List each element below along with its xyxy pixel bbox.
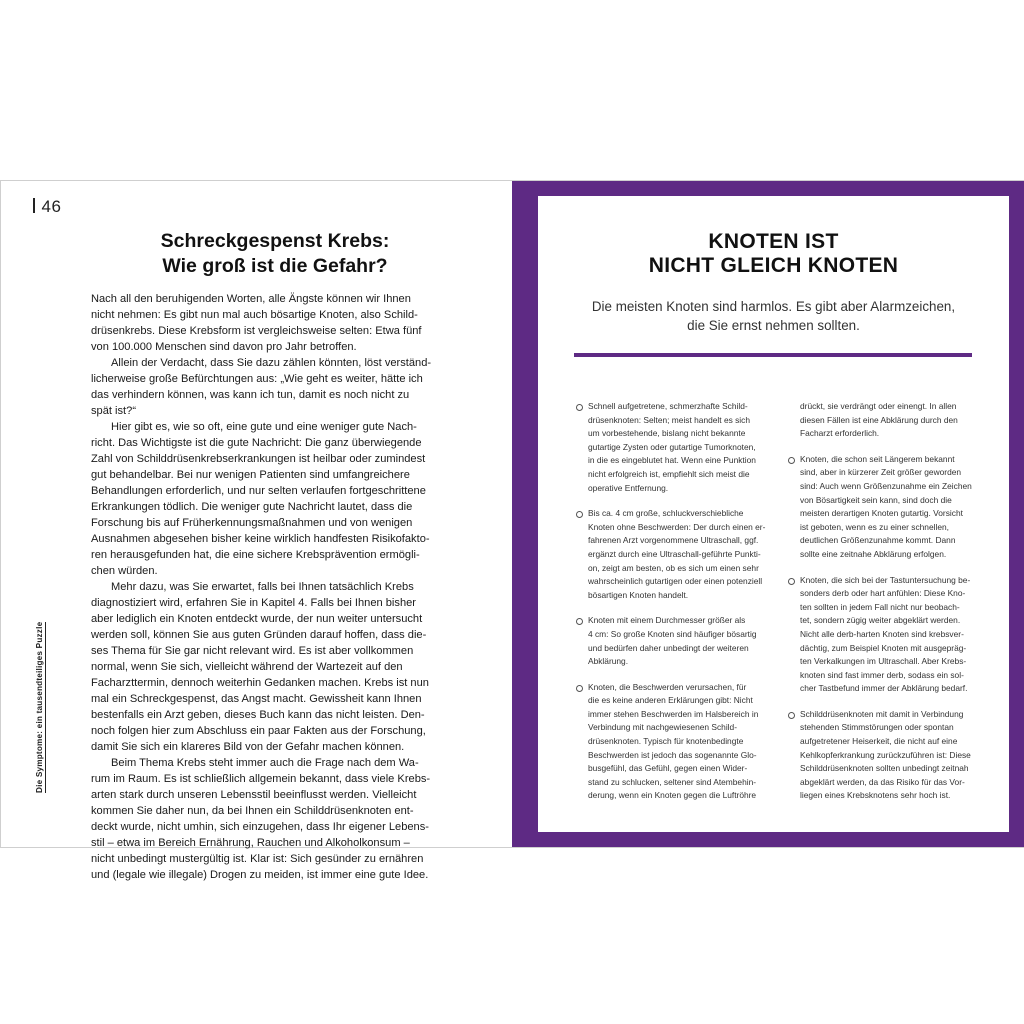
- body-line: ses Thema für Sie gar nicht relevant wird. Es ist aber vollkommen: [91, 645, 414, 657]
- list-item-line: Knoten, die schon seit Längerem bekannt: [800, 453, 955, 464]
- body-line: das verhindern können, was kann ich tun, damit es noch nicht zu: [91, 389, 410, 401]
- body-line: Nach all den beruhigenden Worten, alle Ängste können wir Ihnen: [91, 293, 411, 305]
- list-item-line: die es keine anderen Erklärungen gibt: Nicht: [588, 695, 753, 706]
- bullet-circle-icon: [576, 685, 583, 692]
- list-item-line: um vorbestehende, bislang nicht bekannte: [588, 428, 746, 439]
- body-line: und (legale wie illegale) Drogen zu meiden, ist immer eine gute Idee.: [91, 869, 429, 881]
- body-line: licherweise große Befürchtungen aus: „Wie geht es weiter, hätte ich: [91, 373, 423, 385]
- box-subtitle-line: Die meisten Knoten sind harmlos. Es gibt aber Alarmzeichen,: [591, 299, 956, 314]
- bullet-circle-icon: [788, 457, 795, 464]
- list-item-line: on, zeigt am besten, ob es sich um einen sehr: [588, 562, 759, 573]
- body-text: [91, 291, 432, 883]
- list-item-line: sonders derb oder hart anfühlen: Diese Kno-: [800, 588, 966, 599]
- body-line: aber lediglich ein Knoten entdeckt wurde, der nun weiter untersucht: [91, 613, 423, 625]
- body-line: bestenfalls ein Arzt geben, dieses Buch kann das nicht leisten. Den-: [91, 709, 425, 721]
- list-item: [588, 614, 778, 668]
- body-line: Hier gibt es, wie so oft, eine gute und eine weniger gute Nach-: [111, 421, 417, 433]
- list-item-line: gutartige Zysten oder gutartige Tumorknoten,: [588, 441, 756, 452]
- body-line: Mehr dazu, was Sie erwartet, falls bei Ihnen tatsächlich Krebs: [111, 581, 414, 593]
- list-item-line: in die es eingeblutet hat. Wenn eine Punktion: [588, 455, 756, 466]
- list-item-continuation: [800, 400, 990, 441]
- box-divider: [574, 353, 972, 357]
- chapter-title-line: Schreckgespenst Krebs:: [160, 230, 390, 252]
- list-item-line: tet, sondern zügig weiter abgeklärt werden.: [800, 615, 961, 626]
- list-item: [800, 453, 990, 562]
- body-line: nicht nehmen: Es gibt nun mal auch bösartige Knoten, also Schild-: [91, 309, 418, 321]
- list-item-line: Abklärung.: [588, 656, 629, 667]
- list-item-line: nicht erfolgreich ist, empfiehlt sich meist die: [588, 468, 750, 479]
- list-item: [588, 400, 778, 495]
- list-item-line: diesen Fällen ist eine Abklärung durch den: [800, 414, 958, 425]
- list-item-line: Knoten, die Beschwerden verursachen, für: [588, 681, 747, 692]
- body-line: Facharzttermin, dennoch weiterhin Gedanken machen. Krebs ist nun: [91, 677, 429, 689]
- list-item: [800, 574, 990, 696]
- list-item-line: Nicht alle derb-harten Knoten sind krebsver-: [800, 628, 964, 639]
- body-line: von 100.000 Menschen sind davon pro Jahr betroffen.: [91, 341, 357, 353]
- list-item-line: Knoten mit einem Durchmesser größer als: [588, 615, 746, 626]
- list-item-line: drückt, sie verdrängt oder einengt. In allen: [800, 401, 957, 411]
- list-item-line: Knoten ohne Beschwerden: Der durch einen er-: [588, 521, 766, 532]
- list-item-line: von Bösartigkeit sein kann, sind doch die: [800, 494, 952, 505]
- body-line: diagnostiziert wird, erfahren Sie in Kapitel 4. Falls bei Ihnen bisher: [91, 597, 416, 609]
- body-line: drüsenkrebs. Diese Krebsform ist vergleichsweise selten: Etwa fünf: [91, 325, 422, 337]
- bullet-circle-icon: [576, 618, 583, 625]
- body-line: normal, wenn Sie sich, vielleicht während der Wartezeit auf den: [91, 661, 403, 673]
- list-item-line: dächtig, zum Beispiel Knoten mit ausgepräg-: [800, 642, 967, 653]
- body-line: Beim Thema Krebs steht immer auch die Frage nach dem Wa-: [111, 757, 419, 769]
- list-item-line: ist geboten, wenn es zu einer schnellen,: [800, 521, 949, 532]
- list-item-line: knoten sind fast immer derb, sodass ein sol-: [800, 669, 964, 680]
- list-item-line: meisten derartigen Knoten gutartig. Vorsicht: [800, 508, 963, 519]
- body-line: arten stark durch unseren Lebensstil beeinflusst werden. Vielleicht: [91, 789, 417, 801]
- list-item-line: operative Entfernung.: [588, 482, 669, 493]
- body-line: chen würden.: [91, 565, 158, 577]
- box-subtitle-line: die Sie ernst nehmen sollten.: [687, 318, 860, 333]
- list-item-line: ten sollten in jedem Fall nicht nur beobach-: [800, 601, 960, 612]
- body-line: Allein der Verdacht, dass Sie dazu zählen könnten, löst verständ-: [111, 357, 432, 369]
- box-title: [538, 230, 1009, 278]
- list-item: [588, 681, 778, 803]
- body-line: richt. Das Wichtigste ist die gute Nachricht: Die ganz überwiegende: [91, 437, 422, 449]
- list-item-line: drüsenknoten: Selten; meist handelt es sich: [588, 414, 751, 425]
- box-column-left: [588, 400, 778, 815]
- info-box: [538, 196, 1009, 832]
- body-line: noch folgen hier zum Abschluss ein paar Fakten aus der Forschung,: [91, 725, 426, 737]
- body-line: Behandlungen erforderlich, und nur selten verlaufen fortgeschrittene: [91, 485, 426, 497]
- bullet-circle-icon: [576, 511, 583, 518]
- list-item-line: aufgetretener Heiserkeit, die nicht auf eine: [800, 736, 958, 747]
- list-item-line: sind, aber in kürzerer Zeit größer geworden: [800, 467, 962, 478]
- list-item-line: drüsenknoten. Typisch für knotenbedingte: [588, 736, 744, 747]
- list-item-line: fahrenen Arzt vorgenommene Ultraschall, ggf.: [588, 535, 759, 546]
- list-item-line: liegen eines Krebsknotens sehr hoch ist.: [800, 790, 951, 801]
- bullet-circle-icon: [576, 404, 583, 411]
- list-item-line: Beschwerden ist jedoch das sogenannte Glo-: [588, 749, 757, 760]
- list-item-line: Facharzt erforderlich.: [800, 428, 880, 439]
- list-item-line: busgefühl, das Gefühl, gegen einen Wider-: [588, 763, 748, 774]
- list-item-line: Knoten, die sich bei der Tastuntersuchung be-: [800, 574, 971, 585]
- box-column-right: [800, 400, 990, 815]
- body-line: kommen Sie daher nun, da bei Ihnen ein Schilddrüsenknoten ent-: [91, 805, 414, 817]
- list-item-line: Kehlkopferkrankung zurückzuführen ist: Diese: [800, 749, 971, 760]
- body-line: rum im Raum. Es ist schließlich allgemein bekannt, dass viele Krebs-: [91, 773, 431, 785]
- list-item-line: stehenden Stimmstörungen oder spontan: [800, 722, 954, 733]
- page-number: [33, 197, 61, 217]
- running-head-text: Die Symptome: ein tausendteiliges Puzzle: [35, 621, 44, 793]
- list-item-line: Schnell aufgetretene, schmerzhafte Schild-: [588, 401, 748, 411]
- bullet-circle-icon: [788, 712, 795, 719]
- list-item-line: sind: Auch wenn Größenzunahme ein Zeichen: [800, 480, 972, 491]
- list-item-line: wahrscheinlich gutartigen oder einen potenziell: [588, 576, 763, 587]
- list-item-line: ergänzt durch eine Ultraschall-geführte Punkti-: [588, 548, 761, 559]
- list-item-line: bösartigen Knoten handelt.: [588, 589, 689, 600]
- list-item-line: immer stehen Beschwerden im Halsbereich in: [588, 708, 759, 719]
- list-item-line: abgeklärt werden, da das Risiko für das Vor-: [800, 776, 965, 787]
- list-item-line: stand zu schlucken, seltener sind Atembehin-: [588, 776, 757, 787]
- body-line: Ausnahmen abgesehen bisher keine wirklich handfesten Risikofakto-: [91, 533, 430, 545]
- list-item-line: sollte eine zeitnahe Abklärung erfolgen.: [800, 548, 947, 559]
- list-item-line: 4 cm: So große Knoten sind häufiger bösartig: [588, 628, 757, 639]
- left-page: [0, 181, 512, 881]
- body-line: stil – etwa im Bereich Ernährung, Rauchen und Alkoholkonsum –: [91, 837, 410, 849]
- body-line: gut behandelbar. Bei nur wenigen Patienten sind umfangreichere: [91, 469, 410, 481]
- body-line: werden soll, können Sie aus guten Gründen darauf hoffen, dass die-: [91, 629, 427, 641]
- list-item: [800, 708, 990, 803]
- body-line: Erkrankungen tödlich. Die weniger gute Nachricht lautet, dass die: [91, 501, 413, 513]
- list-item-line: deutlichen Größenzunahme kommt. Dann: [800, 535, 956, 546]
- body-line: Forschung bis auf Früherkennungsmaßnahmen und von wenigen: [91, 517, 413, 529]
- body-line: deckt wurde, nicht umhin, sich einzugehen, dass Ihr eigener Lebens-: [91, 821, 429, 833]
- body-line: Zahl von Schilddrüsenkrebserkrankungen ist heilbar oder zumindest: [91, 453, 426, 465]
- page-number-rule: [33, 198, 35, 213]
- bullet-circle-icon: [788, 578, 795, 585]
- body-line: spät ist?“: [91, 405, 137, 417]
- box-title-line: KNOTEN IST: [708, 230, 839, 253]
- list-item-line: Schilddrüsenknoten sollten unbedingt zeitnah: [800, 763, 969, 774]
- chapter-title: [89, 229, 461, 279]
- box-title-line: NICHT GLEICH KNOTEN: [648, 254, 899, 277]
- box-subtitle: [538, 297, 1009, 335]
- page-number-text: 46: [41, 197, 62, 216]
- book-spread: [0, 180, 1024, 881]
- running-head: [35, 593, 47, 793]
- list-item-line: Schilddrüsenknoten mit damit in Verbindung: [800, 708, 964, 719]
- list-item-line: cher Tastbefund immer der Abklärung bedarf.: [800, 683, 968, 694]
- list-item-line: und bedürfen daher unbedingt der weiteren: [588, 642, 749, 653]
- list-item-line: derung, wenn ein Knoten gegen die Luftröhre: [588, 790, 757, 801]
- list-item-line: ten Verkalkungen im Ultraschall. Aber Krebs-: [800, 656, 967, 667]
- body-line: damit Sie sich ein klareres Bild von der Gefahr machen können.: [91, 741, 405, 753]
- list-item-line: Bis ca. 4 cm große, schluckverschiebliche: [588, 508, 744, 519]
- chapter-title-line: Wie groß ist die Gefahr?: [162, 255, 388, 277]
- body-line: ren herausgefunden hat, die eine sichere Krebsprävention ermögli-: [91, 549, 420, 561]
- right-page: [512, 181, 1024, 847]
- list-item: [588, 507, 778, 602]
- body-line: nicht unbedingt mustergültig ist. Klar ist: Sich gesünder zu ernähren: [91, 853, 424, 865]
- list-item-line: Verbindung mit nachgewiesenen Schild-: [588, 722, 737, 733]
- body-line: mal ein Schreckgespenst, das Angst macht. Gewissheit kann Ihnen: [91, 693, 422, 705]
